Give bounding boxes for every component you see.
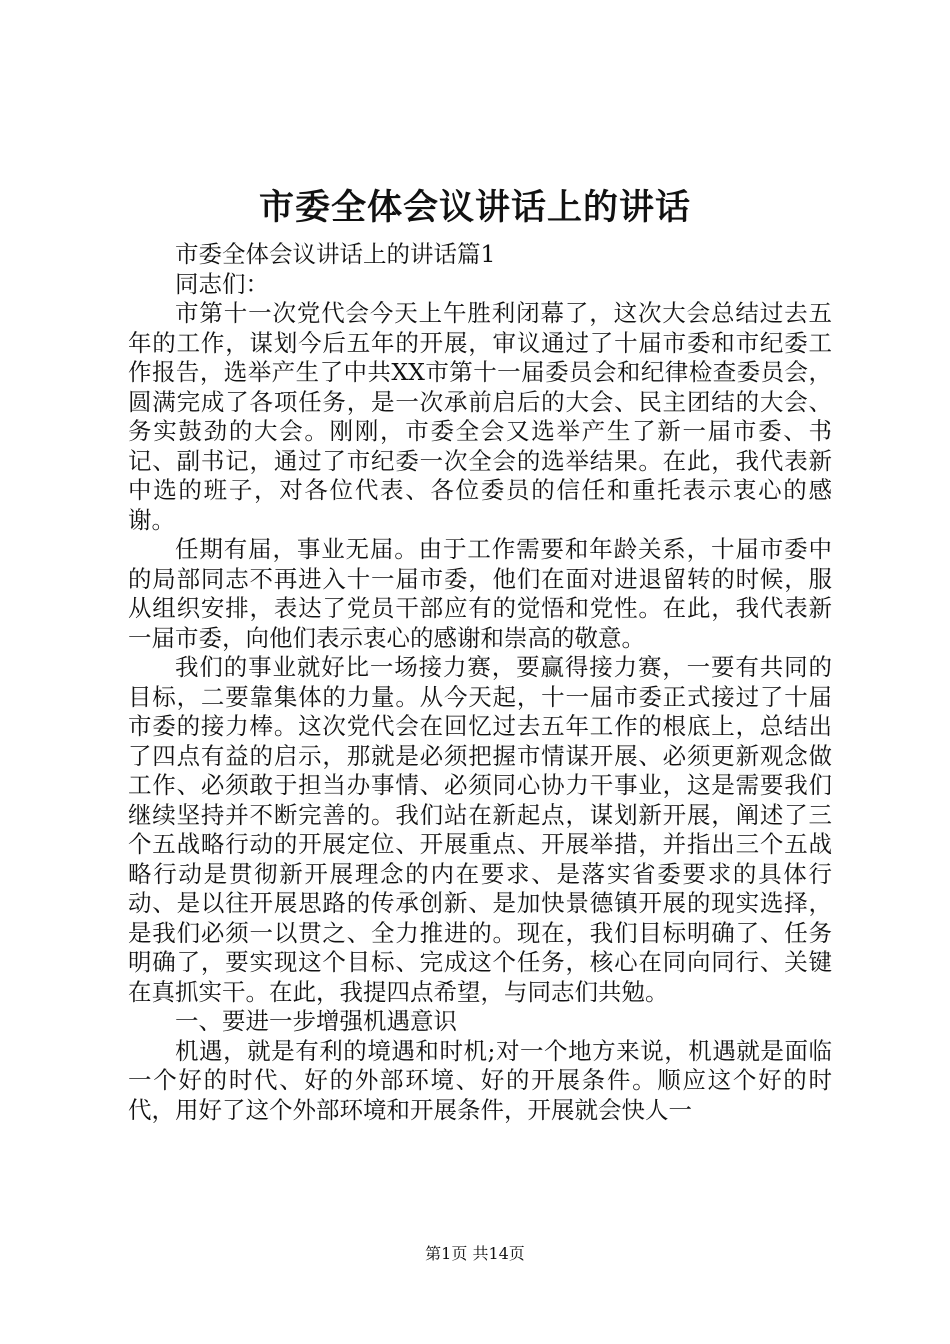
paragraph: 我们的事业就好比一场接力赛，要赢得接力赛，一要有共同的目标，二要靠集体的力量。从今天起，十一届市委正式接过了十届市委的接力棒。这次党代会在回忆过去五年工作的根底上，总结出了四点有益的启示，那就是必须把握市情谋开展、必须更新观念做工作、必须敢于担当办事情、必须同心协力干事业，这是需要我们继续坚持并不断完善的。我们站在新起点，谋划新开展，阐述了三个五战略行动的开展定位、开展重点、开展举措，并指出三个五战略行动是贯彻新开展理念的内在要求、是落实省委要求的具体行动、是以往开展思路的传承创新、是加快景德镇开展的现实选择，是我们必须一以贯之、全力推进的。现在，我们目标明确了、任务明确了，要实现这个目标、完成这个任务，核心在同向同行、关键在真抓实干。在此，我提四点希望，与同志们共勉。 (128, 653, 832, 1006)
page-title: 市委全体会议讲话上的讲话 (258, 187, 691, 228)
paragraph: 机遇，就是有利的境遇和时机;对一个地方来说，机遇就是面临一个好的时代、好的外部环境、好的开展条件。顺应这个好的时代，用好了这个外部环境和开展条件，开展就会快人一 (128, 1036, 832, 1124)
section-heading: 一、要进一步增强机遇意识 (175, 1007, 457, 1035)
page-number: 第1页 共14页 (425, 1244, 525, 1263)
salutation: 同志们： (175, 269, 269, 298)
subtitle: 市委全体会议讲话上的讲话篇1 (175, 240, 496, 268)
paragraph: 市第十一次党代会今天上午胜利闭幕了，这次大会总结过去五年的工作，谋划今后五年的开展，审议通过了十届市委和市纪委工作报告，选举产生了中共XX市第十一届委员会和纪律检查委员会，圆满完成了各项任务，是一次承前启后的大会、民主团结的大会、务实鼓劲的大会。刚刚，市委全会又选举产生了新一届市委、书记、副书记，通过了市纪委一次全会的选举结果。在此，我代表新中选的班子，对各位代表、各位委员的信任和重托表示衷心的感谢。 (128, 299, 832, 534)
paragraph: 任期有届，事业无届。由于工作需要和年龄关系，十届市委中的局部同志不再进入十一届市委，他们在面对进退留转的时候，服从组织安排，表达了党员干部应有的觉悟和党性。在此，我代表新一届市委，向他们表示衷心的感谢和崇高的敬意。 (128, 535, 832, 652)
document-body (128, 240, 832, 1125)
